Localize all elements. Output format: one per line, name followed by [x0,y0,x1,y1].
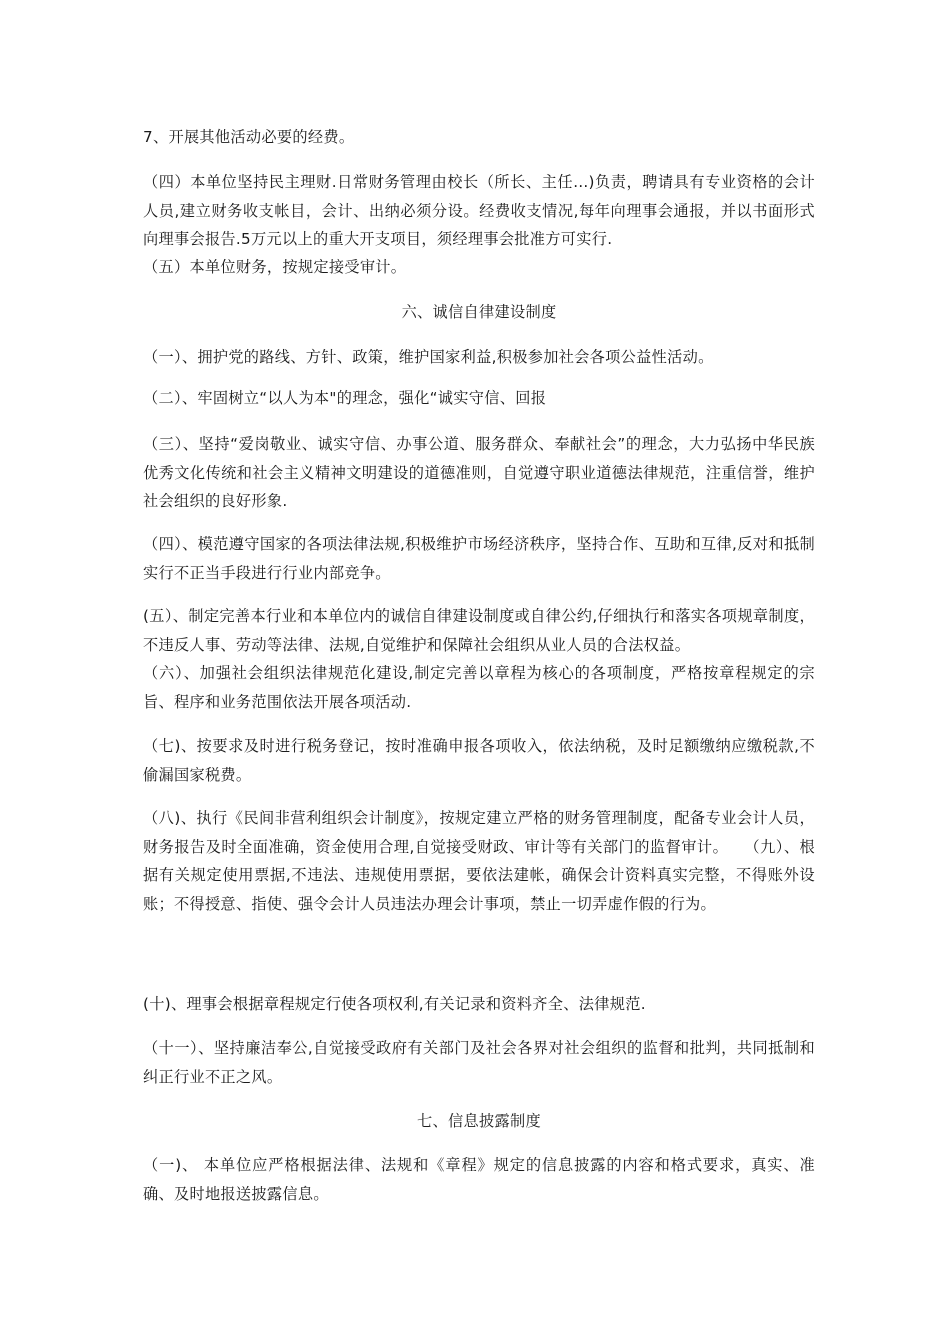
section-heading-disclosure: 七、信息披露制度 [417,1112,541,1130]
paragraph-integrity-11: （十一）、坚持廉洁奉公,自觉接受政府有关部门及社会各界对社会组织的监督和批判，共同抵制和纠正行业不正之风。 [143,1039,815,1086]
paragraph-integrity-1: （一）、拥护党的路线、方针、政策，维护国家利益,积极参加社会各项公益性活动。 [143,348,714,366]
paragraph-integrity-5: (五）、制定完善本行业和本单位内的诚信自律建设制度或自律公约,仔细执行和落实各项规章制度，不违反人事、劳动等法律、法规,自觉维护和保障社会组织从业人员的合法权益。 [143,607,815,654]
paragraph-integrity-3: （三）、坚持“爱岗敬业、诚实守信、办事公道、服务群众、奉献社会”的理念，大力弘扬中华民族优秀文化传统和社会主义精神文明建设的道德准则，自觉遵守职业道德法律规范，注重信誉，维护社会组织的良好形象. [143,435,815,510]
paragraph-funding-item-7: 7、开展其他活动必要的经费。 [143,128,355,146]
paragraph-financial-management: （四）本单位坚持民主理财.日常财务管理由校长（所长、主任…)负责，聘请具有专业资格的会计人员,建立财务收支帐目，会计、出纳必须分设。经费收支情况,每年向理事会通报，并以书面形式向理事会报告.5万元以上的重大开支项目，须经理事会批准方可实行. [143,173,815,248]
paragraph-integrity-8-9: （八)、执行《民间非营利组织会计制度》，按规定建立严格的财务管理制度，配备专业会计人员，财务报告及时全面准确，资金使用合理,自觉接受财政、审计等有关部门的监督审计。 （九）、根据有关规定使用票据,不违法、违规使用票据，要依法建帐，确保会计资料真实完整，不得账外设账；不得授意、指使、强令会计人员违法办理会计事项，禁止一切弄虚作假的行为。 [143,809,815,913]
section-heading-integrity: 六、诚信自律建设制度 [401,303,557,321]
paragraph-integrity-7: （七)、按要求及时进行税务登记，按时准确申报各项收入，依法纳税，及时足额缴纳应缴税款,不偷漏国家税费。 [143,737,815,784]
paragraph-integrity-10: (十)、理事会根据章程规定行使各项权利,有关记录和资料齐全、法律规范. [143,995,646,1013]
paragraph-disclosure-1: （一)、 本单位应严格根据法律、法规和《章程》规定的信息披露的内容和格式要求，真实、准确、及时地报送披露信息。 [143,1156,815,1203]
paragraph-integrity-6: （六）、加强社会组织法律规范化建设,制定完善以章程为核心的各项制度，严格按章程规定的宗旨、程序和业务范围依法开展各项活动. [143,664,815,711]
paragraph-integrity-4: （四）、模范遵守国家的各项法律法规,积极维护市场经济秩序，坚持合作、互助和互律,反对和抵制实行不正当手段进行行业内部竞争。 [143,535,815,582]
paragraph-audit: （五）本单位财务，按规定接受审计。 [143,258,407,276]
paragraph-integrity-2: （二）、牢固树立“以人为本"的理念，强化“诚实守信、回报 [143,389,547,407]
